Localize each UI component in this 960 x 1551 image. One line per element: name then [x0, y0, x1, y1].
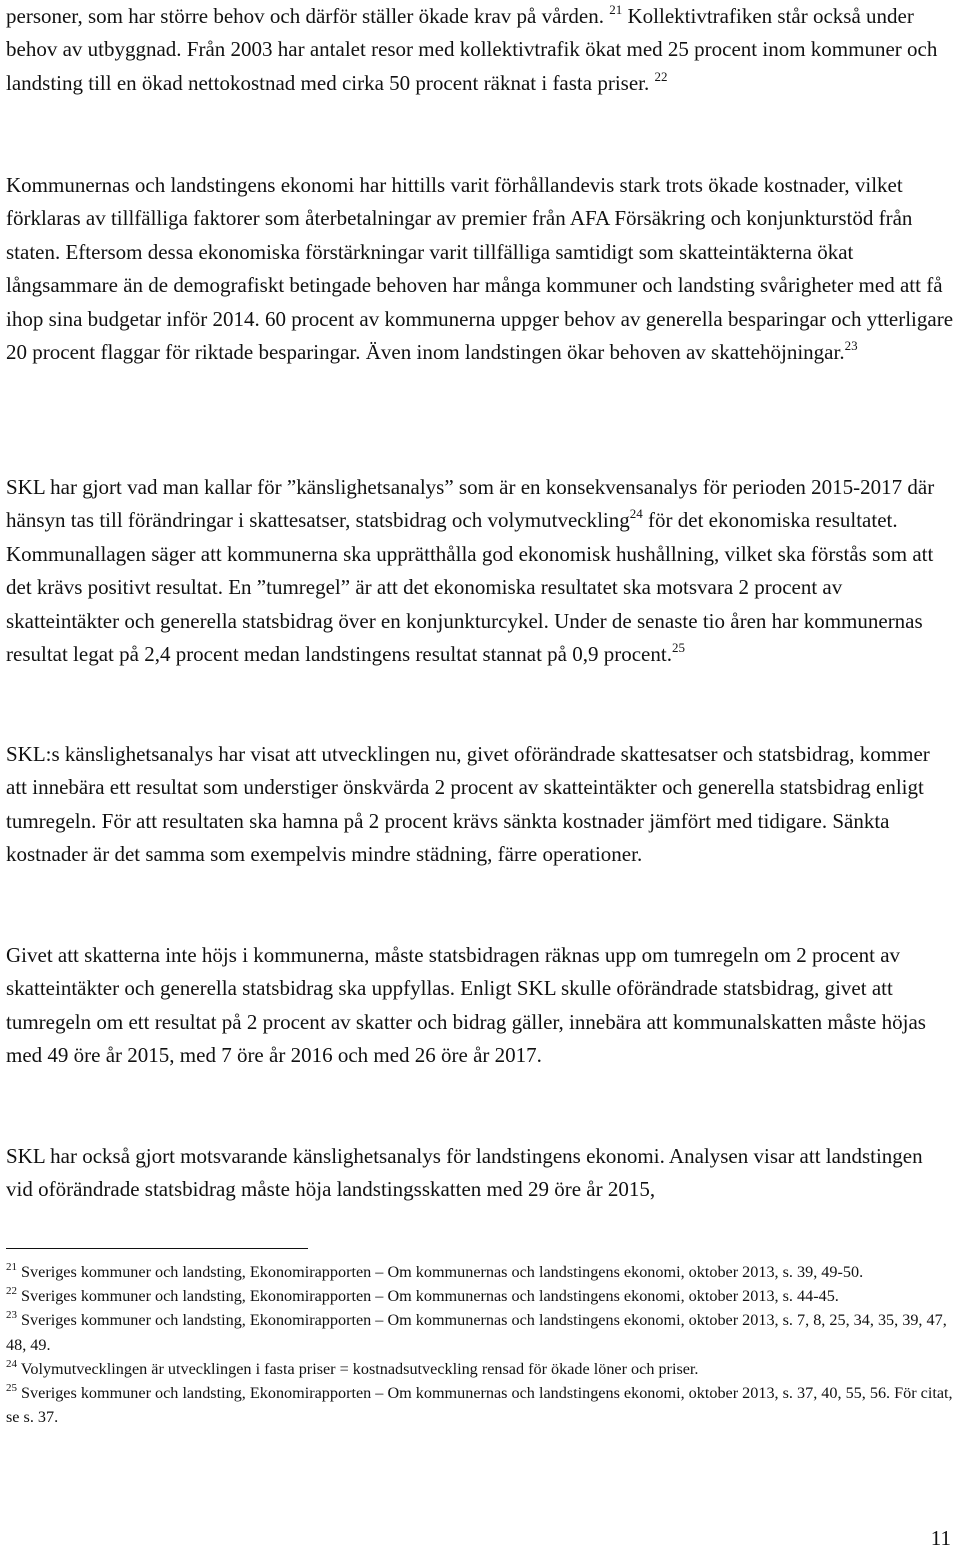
- footnote-ref-23: 23: [844, 338, 858, 354]
- footnote-ref-22: 22: [654, 68, 668, 84]
- footnote-22: $^{22}$ Sveriges kommuner och landsting, Ekonomirapporten – Om kommunernas och landstingens ekonomi, oktober 2013, s. 44-45.: [6, 1285, 839, 1306]
- paragraph-3: SKL har gjort vad man kallar för ”känslighetsanalys” som är en konsekvensanalys för perioden 2015-2017 där hänsyn tas till förändringar i skattesatser, statsbidrag och volymutveckling$^{24}$ för det ekonomiska resultatet. Kommunallagen säger att kommunerna ska upprätthålla god ekonomisk hushållning, vilket ska förstås som att det krävs positivt resultat. En ”tumregel” är att det ekonomiska resultatet ska motsvara 2 procent av skatteintäkter och generella statsbidrag över en konjunkturcykel. Under de senaste tio åren har kommunernas resultat legat på 2,4 procent medan landstingens resultat stannat på 0,9 procent.$^{25}$: [6, 475, 935, 667]
- paragraph-5: Givet att skatterna inte höjs i kommunerna, måste statsbidragen räknas upp om tumregeln om 2 procent av skatteintäkter och generella statsbidrag ska uppfyllas. Enligt SKL skulle oförändrade statsbidrag, givet att tumregeln om ett resultat på 2 procent av skatter och bidrag gäller, innebära att kommunalskatten måste höjas med 49 öre år 2015, med 7 öre år 2016 och med 26 öre år 2017.: [6, 943, 926, 1068]
- footnote-24: $^{24}$ Volymutvecklingen är utvecklingen i fasta priser = kostnadsutveckling rensad för ökade löner och priser.: [6, 1357, 699, 1378]
- footnote-ref-21: 21: [609, 2, 623, 17]
- footnote-ref-24: 24: [629, 506, 643, 522]
- paragraph-1: personer, som har större behov och därför ställer ökade krav på vården. $^{21}$ Kollektivtrafiken står också under behov av utbyggnad. Från 2003 har antalet resor med kollektivtrafik ökat med 25 procent inom kommuner och landsting till en ökad nettokostnad med cirka 50 procent räknat i fasta priser. $^{22}$: [6, 2, 938, 95]
- footnote-21: $^{21}$ Sveriges kommuner och landsting, Ekonomirapporten – Om kommunernas och landstingens ekonomi, oktober 2013, s. 39, 49-50.: [6, 1261, 864, 1281]
- page-number: 11: [930, 1526, 951, 1550]
- footnote-separator: [6, 1248, 308, 1249]
- footnotes: [6, 1260, 956, 1429]
- paragraph-4: SKL:s känslighetsanalys har visat att utvecklingen nu, givet oförändrade skattesatser och statsbidrag, kommer att innebära ett resultat som understiger önskvärda 2 procent av skatteintäkter och generella statsbidrag enligt tumregeln. För att resultaten ska hamna på 2 procent krävs sänkta kostnader jämfört med tidigare. Sänkta kostnader är det samma som exempelvis mindre städning, färre operationer.: [6, 742, 930, 867]
- paragraph-6: SKL har också gjort motsvarande känslighetsanalys för landstingens ekonomi. Analysen visar att landstingen vid oförändrade statsbidrag måste höja landstingsskatten med 29 öre år 2015,: [6, 1144, 923, 1202]
- footnote-25: $^{25}$ Sveriges kommuner och landsting, Ekonomirapporten – Om kommunernas och landstingens ekonomi, oktober 2013, s. 37, 40, 55, 56. För citat, se s. 37.: [6, 1382, 953, 1427]
- footnote-ref-25: 25: [671, 640, 685, 656]
- footnote-23: $^{23}$ Sveriges kommuner och landsting, Ekonomirapporten – Om kommunernas och landstingens ekonomi, oktober 2013, s. 7, 8, 25, 34, 35, 39, 47, 48, 49.: [6, 1309, 947, 1354]
- paragraph-2: Kommunernas och landstingens ekonomi har hittills varit förhållandevis stark trots ökade kostnader, vilket förklaras av tillfälliga faktorer som återbetalningar av premier från AFA Försäkring och konjunkturstöd från staten. Eftersom dessa ekonomiska förstärkningar varit tillfälliga samtidigt som skatteintäkterna ökat långsammare än de demografiskt betingade behoven har många kommuner och landsting svårigheter med att få ihop sina budgetar inför 2014. 60 procent av kommunerna uppger behov av generella besparingar och ytterligare 20 procent flaggar för riktade besparingar. Även inom landstingen ökar behoven av skattehöjningar.$^{23}$: [6, 173, 954, 365]
